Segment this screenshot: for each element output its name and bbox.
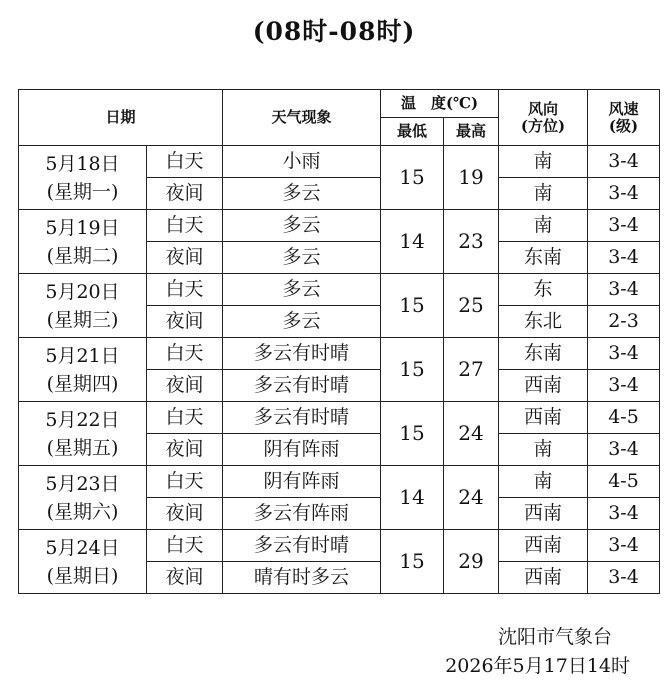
wind-speed-cell: 3-4: [588, 338, 660, 370]
date-cell: [19, 210, 147, 274]
table-row: [19, 146, 660, 178]
wind-direction-cell: 南: [499, 178, 588, 210]
wind-direction-cell: 南: [499, 466, 588, 498]
weather-cell: 阴有阵雨: [223, 434, 381, 466]
wind-direction-cell: 西南: [499, 370, 588, 402]
weather-cell: 小雨: [223, 146, 381, 178]
weather-cell: 多云: [223, 274, 381, 306]
header-date: 日期: [19, 90, 223, 146]
table-row: [19, 466, 660, 498]
header-weather: 天气现象: [223, 90, 381, 146]
period-label: 夜间: [147, 370, 223, 402]
date-cell: [19, 402, 147, 466]
weekday-label: (星期三): [46, 308, 119, 331]
temp-max-cell: 27: [444, 338, 499, 402]
wind-speed-cell: 3-4: [588, 370, 660, 402]
temp-max-cell: 29: [444, 530, 499, 594]
table-row: [19, 338, 660, 370]
temp-min-cell: 15: [381, 146, 444, 210]
date-label: 5月21日: [45, 344, 120, 367]
wind-speed-cell: 3-4: [588, 562, 660, 594]
period-label: 夜间: [147, 434, 223, 466]
wind-direction-cell: 西南: [499, 498, 588, 530]
header-temperature: 温 度(℃): [381, 90, 499, 118]
weather-cell: 多云有时晴: [223, 402, 381, 434]
wind-speed-cell: 2-3: [588, 306, 660, 338]
table-row: [19, 210, 660, 242]
weather-cell: 晴有时多云: [223, 562, 381, 594]
weekday-label: (星期五): [46, 436, 119, 459]
issuer-name: 沈阳市气象台: [497, 626, 612, 648]
period-label: 白天: [147, 146, 223, 178]
temp-max-cell: 25: [444, 274, 499, 338]
wind-direction-cell: 东南: [499, 242, 588, 274]
weather-cell: 多云有时晴: [223, 338, 381, 370]
wind-direction-cell: 南: [499, 434, 588, 466]
weather-cell: 多云: [223, 178, 381, 210]
weather-cell: 多云: [223, 306, 381, 338]
temp-min-cell: 15: [381, 338, 444, 402]
weather-cell: 多云有时晴: [223, 370, 381, 402]
temp-min-cell: 15: [381, 402, 444, 466]
weather-cell: 阴有阵雨: [223, 466, 381, 498]
temp-min-cell: 14: [381, 210, 444, 274]
header-wind-direction: 风向 (方位): [499, 90, 588, 146]
period-label: 白天: [147, 274, 223, 306]
temp-max-cell: 19: [444, 146, 499, 210]
table-row: [19, 274, 660, 306]
issue-time: 2026年5月17日14时: [445, 655, 630, 677]
date-cell: [19, 338, 147, 402]
wind-speed-cell: 3-4: [588, 530, 660, 562]
wind-speed-cell: 3-4: [588, 274, 660, 306]
weather-cell: 多云有时晴: [223, 530, 381, 562]
temp-min-cell: 15: [381, 274, 444, 338]
date-cell: [19, 530, 147, 594]
wind-direction-cell: 西南: [499, 530, 588, 562]
wind-speed-cell: 3-4: [588, 146, 660, 178]
temp-min-cell: 14: [381, 466, 444, 530]
weekday-label: (星期二): [46, 244, 119, 267]
wind-direction-cell: 南: [499, 146, 588, 178]
period-label: 白天: [147, 466, 223, 498]
wind-direction-cell: 西南: [499, 562, 588, 594]
wind-speed-cell: 3-4: [588, 210, 660, 242]
period-label: 白天: [147, 210, 223, 242]
weekday-label: (星期六): [46, 500, 119, 523]
date-cell: [19, 466, 147, 530]
period-label: 白天: [147, 530, 223, 562]
header-temp-max: 最高: [444, 118, 499, 146]
date-label: 5月19日: [45, 216, 120, 239]
date-cell: [19, 146, 147, 210]
header-temp-min: 最低: [381, 118, 444, 146]
temp-max-cell: 24: [444, 466, 499, 530]
weekday-label: (星期四): [46, 372, 119, 395]
wind-speed-cell: 4-5: [588, 402, 660, 434]
wind-direction-cell: 东北: [499, 306, 588, 338]
weather-cell: 多云: [223, 210, 381, 242]
wind-speed-cell: 3-4: [588, 242, 660, 274]
wind-direction-cell: 西南: [499, 402, 588, 434]
temp-min-cell: 15: [381, 530, 444, 594]
page-title: (08时-08时): [252, 17, 416, 46]
period-label: 夜间: [147, 242, 223, 274]
weather-cell: 多云有阵雨: [223, 498, 381, 530]
table-row: [19, 530, 660, 562]
wind-direction-cell: 南: [499, 210, 588, 242]
weekday-label: (星期日): [46, 564, 119, 587]
date-label: 5月18日: [45, 152, 120, 175]
weather-cell: 多云: [223, 242, 381, 274]
temp-max-cell: 24: [444, 402, 499, 466]
period-label: 白天: [147, 402, 223, 434]
date-label: 5月24日: [45, 536, 120, 559]
temp-max-cell: 23: [444, 210, 499, 274]
period-label: 夜间: [147, 498, 223, 530]
header-wind-speed: 风速 (级): [588, 90, 660, 146]
date-label: 5月23日: [45, 472, 120, 495]
table-row: [19, 402, 660, 434]
wind-speed-cell: 3-4: [588, 178, 660, 210]
wind-direction-cell: 东: [499, 274, 588, 306]
date-label: 5月22日: [45, 408, 120, 431]
wind-speed-cell: 4-5: [588, 466, 660, 498]
period-label: 夜间: [147, 562, 223, 594]
period-label: 白天: [147, 338, 223, 370]
period-label: 夜间: [147, 306, 223, 338]
date-label: 5月20日: [45, 280, 120, 303]
wind-speed-cell: 3-4: [588, 498, 660, 530]
period-label: 夜间: [147, 178, 223, 210]
date-cell: [19, 274, 147, 338]
wind-speed-cell: 3-4: [588, 434, 660, 466]
forecast-table: [18, 89, 660, 594]
wind-direction-cell: 东南: [499, 338, 588, 370]
weekday-label: (星期一): [46, 180, 119, 203]
